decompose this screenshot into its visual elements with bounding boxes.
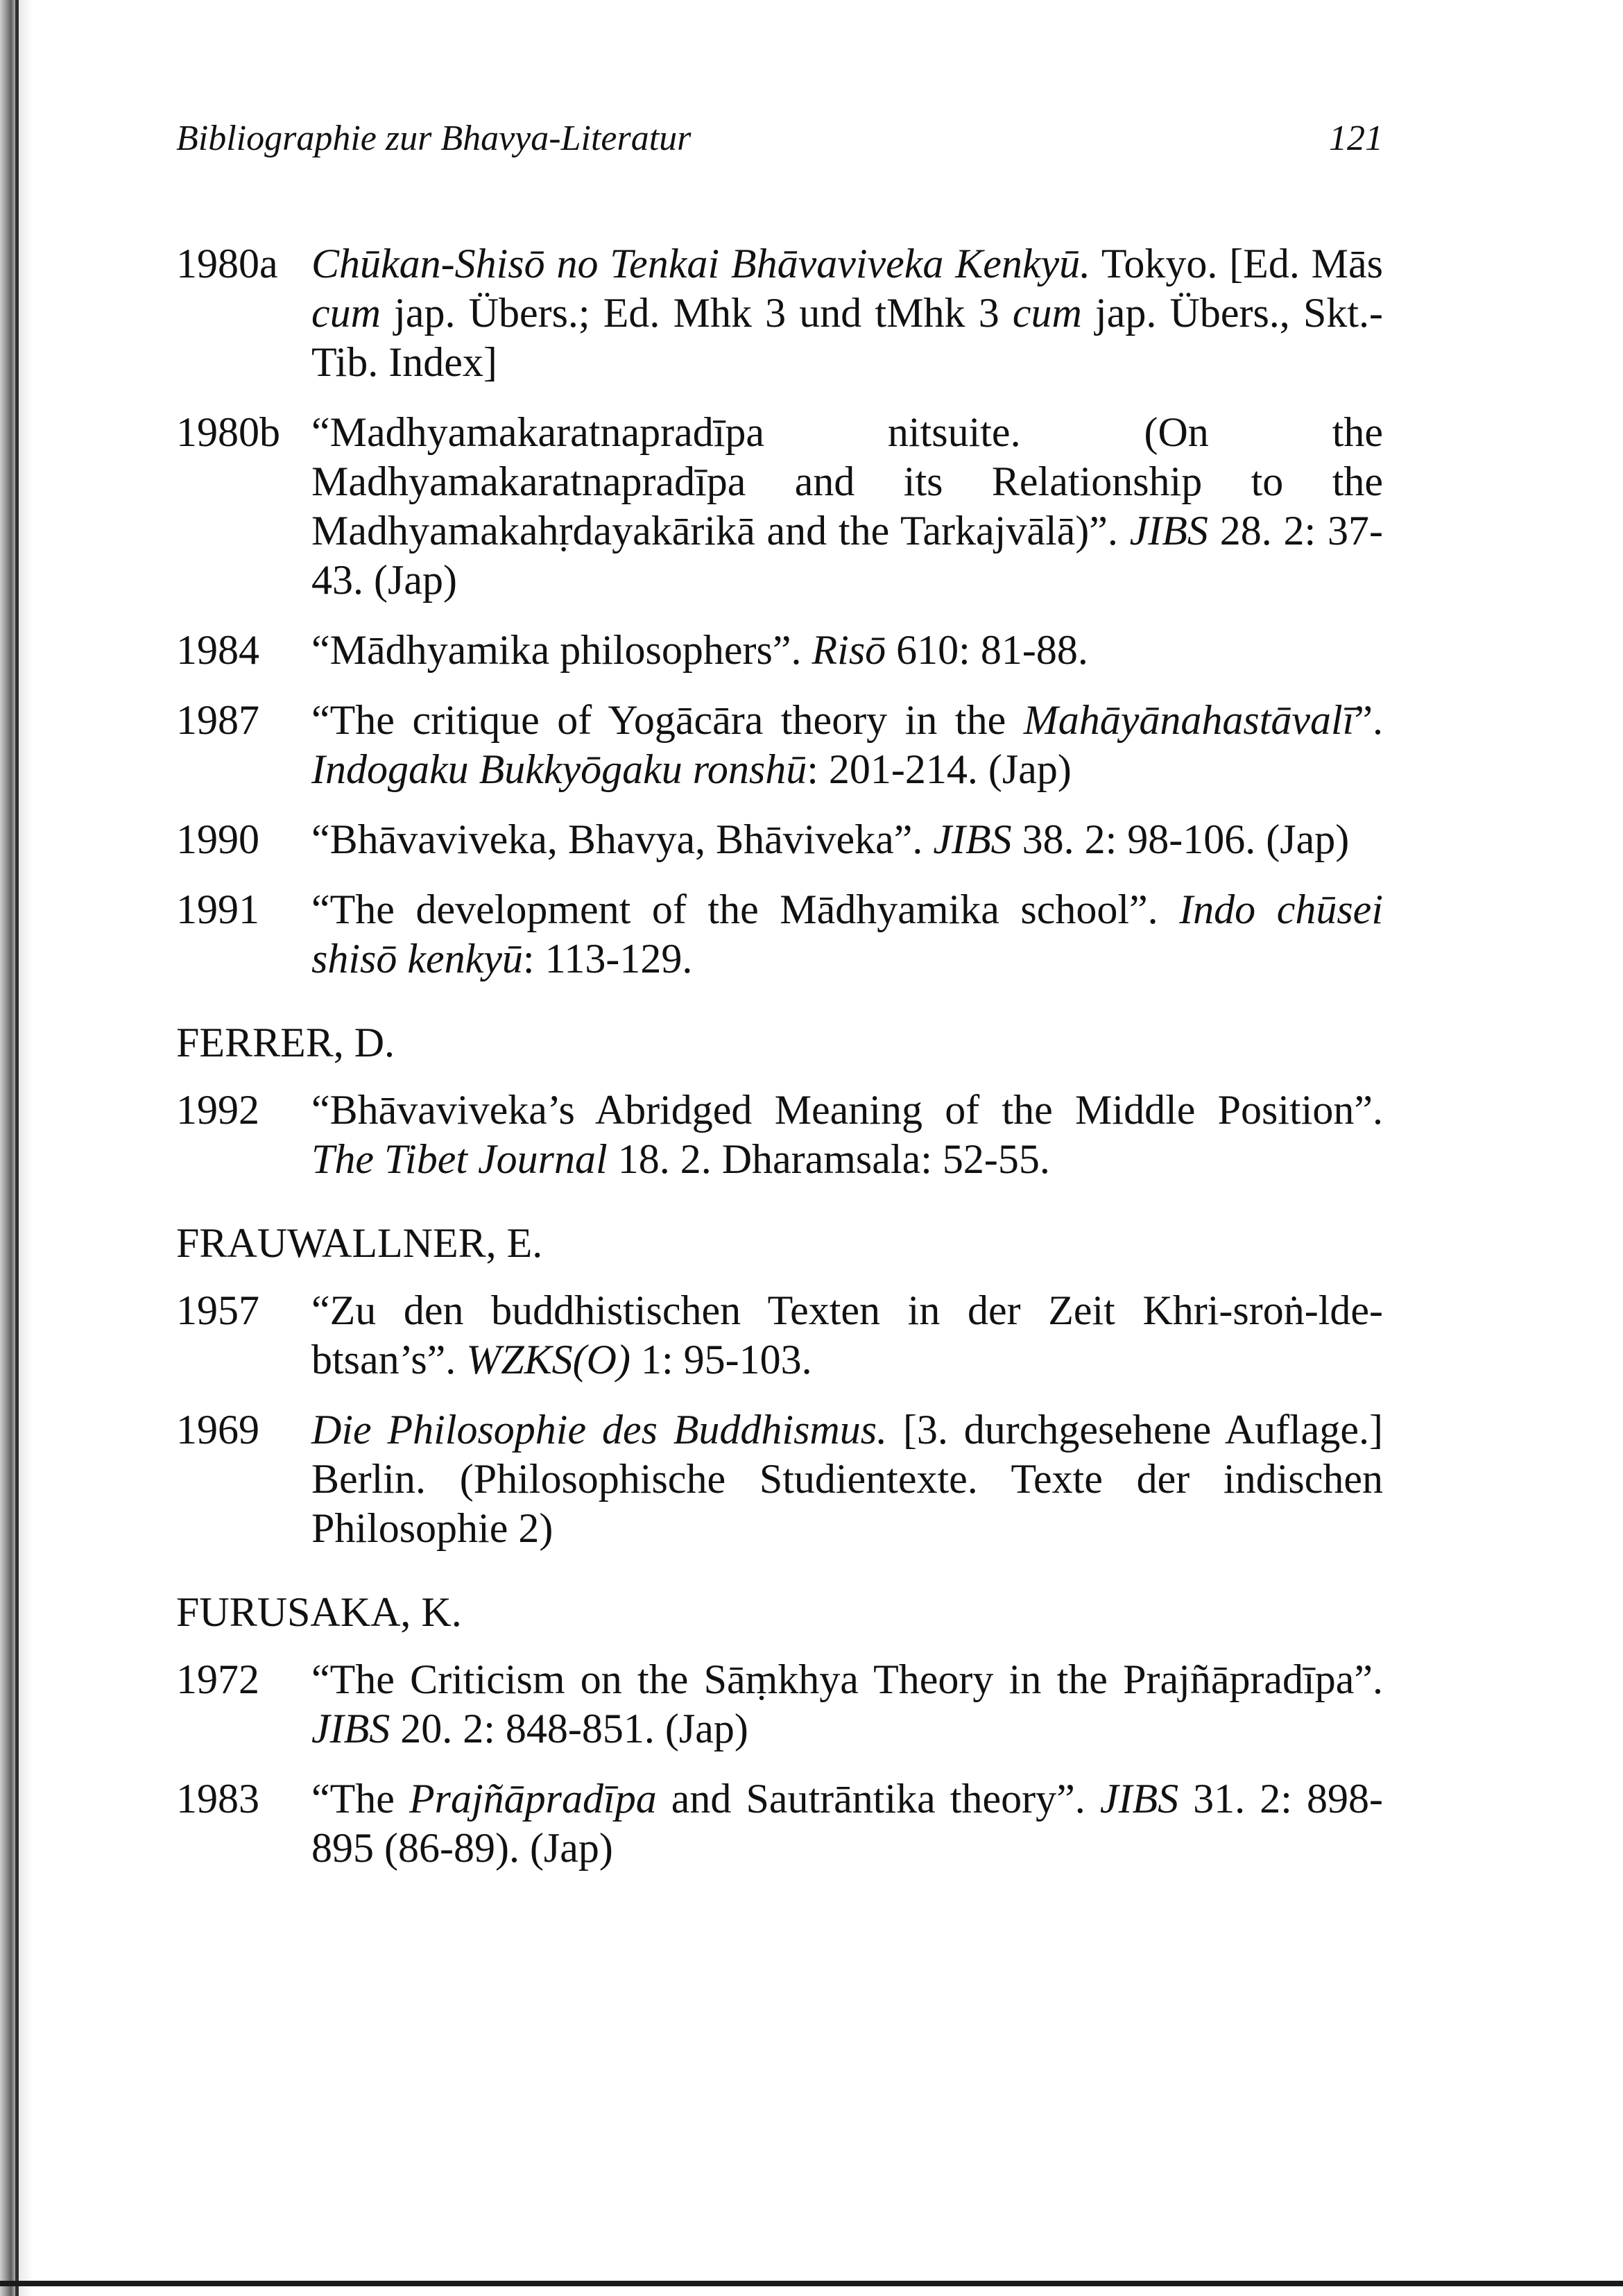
bibliography-entry xyxy=(176,885,1383,984)
citation-text: “The xyxy=(311,1776,409,1822)
citation-text: “Madhyamakaratnapradīpa nitsuite. (On the Madhyamakaratnapradīpa and its Relationship to the Madhyamakahṛdayakārikā and the Tarkajvālā)”. xyxy=(311,409,1383,554)
citation-text: and Sautrāntika theory”. xyxy=(656,1776,1100,1822)
citation-title-italic: Indo chūsei shisō kenkyū xyxy=(311,886,1383,982)
entry-year: 1957 xyxy=(176,1287,259,1333)
citation-text: : 201-214. (Jap) xyxy=(807,746,1072,792)
entry-year: 1991 xyxy=(176,886,259,932)
entry-year: 1983 xyxy=(176,1776,259,1822)
citation-text: “Zu den buddhistischen Texten in der Zeit Khri-sroṅ-lde-btsan’s”. xyxy=(311,1287,1383,1382)
citation-text: 610: 81-88. xyxy=(886,627,1088,673)
entry-citation xyxy=(311,696,1383,794)
citation-title-italic: Risō xyxy=(812,627,886,673)
citation-text: ”. xyxy=(1354,697,1383,743)
citation-title-italic: JIBS xyxy=(1129,508,1208,554)
citation-text: “Bhāvaviveka, Bhavya, Bhāviveka”. xyxy=(311,816,934,862)
entry-year: 1972 xyxy=(176,1656,259,1702)
entry-year: 1980a xyxy=(176,241,278,286)
entry-year: 1992 xyxy=(176,1087,259,1133)
author-section xyxy=(176,1219,1383,1553)
citation-text: “The development of the Mādhyamika school”. xyxy=(311,886,1180,932)
author-heading: FERRER, D. xyxy=(176,1020,395,1065)
citation-title-italic: Prajñāpradīpa xyxy=(409,1776,657,1822)
bibliography-entry xyxy=(176,815,1383,864)
author-section xyxy=(176,1588,1383,1873)
entry-citation xyxy=(311,1655,1383,1754)
bibliography-entry xyxy=(176,239,1383,387)
citation-text: 38. 2: 98-106. (Jap) xyxy=(1011,816,1350,862)
citation-text: 18. 2. Dharamsala: 52-55. xyxy=(607,1136,1050,1182)
citation-text: [3. durchgesehene Auflage.] Berlin. (Philosophische Studientexte. Texte der indischen Philosophie 2) xyxy=(311,1407,1383,1551)
bibliography-content xyxy=(176,239,1383,1894)
entry-citation xyxy=(311,408,1383,605)
citation-text: “The Criticism on the Sāṃkhya Theory in the Prajñāpradīpa”. xyxy=(311,1656,1383,1702)
citation-title-italic: cum xyxy=(311,290,381,336)
citation-text: “Mādhyamika philosophers”. xyxy=(311,627,812,673)
entry-year: 1990 xyxy=(176,816,259,862)
author-heading: FRAUWALLNER, E. xyxy=(176,1220,543,1266)
bibliography-entry xyxy=(176,1286,1383,1385)
author-sections xyxy=(176,1018,1383,1873)
page-bottom-edge xyxy=(0,2281,1623,2286)
citation-title-italic: Indogaku Bukkyōgaku ronshū xyxy=(311,746,807,792)
citation-text: “The critique of Yogācāra theory in the xyxy=(311,697,1024,743)
entry-citation xyxy=(311,626,1383,675)
running-header xyxy=(176,118,1383,166)
citation-text: 20. 2: 848-851. (Jap) xyxy=(390,1706,748,1751)
citation-title-italic: Die Philosophie des Buddhismus. xyxy=(311,1407,888,1453)
entry-citation xyxy=(311,239,1383,387)
bibliography-entry xyxy=(176,1405,1383,1553)
entry-year: 1984 xyxy=(176,627,259,673)
citation-title-italic: JIBS xyxy=(311,1706,390,1751)
citation-title-italic: The Tibet Journal xyxy=(311,1136,608,1182)
entries-continued xyxy=(176,239,1383,984)
author-section xyxy=(176,1018,1383,1184)
citation-title-italic: JIBS xyxy=(933,816,1012,862)
citation-text: jap. Übers.; Ed. Mhk 3 und tMhk 3 xyxy=(380,290,1013,336)
page-number: 121 xyxy=(1329,119,1383,158)
entry-citation xyxy=(311,1774,1383,1873)
citation-title-italic: cum xyxy=(1012,290,1082,336)
citation-title-italic: JIBS xyxy=(1099,1776,1179,1822)
bibliography-entry xyxy=(176,408,1383,605)
entry-year: 1987 xyxy=(176,697,259,743)
running-title: Bibliographie zur Bhavya-Literatur xyxy=(176,119,692,158)
citation-title-italic: Chūkan-Shisō no Tenkai Bhāvaviveka Kenkyū. xyxy=(311,241,1091,286)
binding-edge-line xyxy=(15,0,19,2296)
bibliography-entry xyxy=(176,1655,1383,1754)
entry-citation xyxy=(311,1405,1383,1553)
entry-citation xyxy=(311,1086,1383,1184)
citation-text: : 113-129. xyxy=(522,936,693,982)
citation-text: Tokyo. [Ed. Mās xyxy=(1090,241,1383,286)
entry-year: 1969 xyxy=(176,1407,259,1453)
page-binding-shadow xyxy=(0,0,55,2296)
entry-citation xyxy=(311,885,1383,984)
citation-text: “Bhāvaviveka’s Abridged Meaning of the Middle Position”. xyxy=(311,1087,1383,1133)
bibliography-entry xyxy=(176,1774,1383,1873)
author-heading: FURUSAKA, K. xyxy=(176,1589,462,1635)
bibliography-entry xyxy=(176,696,1383,794)
citation-text: 31. 2: 898-895 (86-89). (Jap) xyxy=(311,1776,1383,1871)
entry-year: 1980b xyxy=(176,409,280,455)
citation-title-italic: WZKS(O) xyxy=(466,1337,630,1382)
bibliography-entry xyxy=(176,1086,1383,1184)
citation-text: 28. 2: 37-43. (Jap) xyxy=(311,508,1383,603)
citation-text: 1: 95-103. xyxy=(630,1337,812,1382)
entry-citation xyxy=(311,815,1383,864)
citation-text: jap. Übers., Skt.-Tib. Index] xyxy=(311,290,1383,385)
bibliography-entry xyxy=(176,626,1383,675)
entry-citation xyxy=(311,1286,1383,1385)
citation-title-italic: Mahāyānahastāvalī xyxy=(1023,697,1355,743)
